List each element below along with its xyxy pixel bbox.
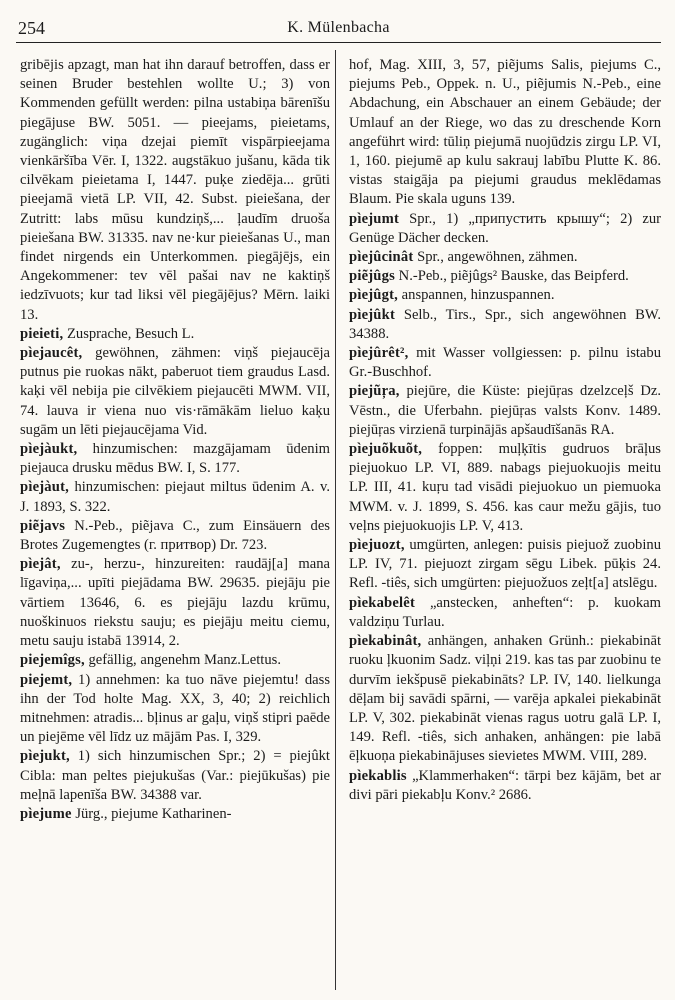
entry-piejumt: pìejumt Spr., 1) „припустить крышу“; 2) zur Genüge Dächer decken. xyxy=(349,210,661,246)
entry-piejume-cont: hof, Mag. XIII, 3, 57, piẽjums Salis, piejums C., piejums Peb., Oppek. n. U., piẽjumis N.-Peb., eine Abdachung, ein Abschauer an einem Gebäude; der Umlauf an der Riege, wo das zu dreschende Korn angeführt wird: tūliņ piejumā nuojūdzis zirgu LP. VI, 1, 160. piejumē ap kulu sakrauj labību Plutte K. 86. vistas staigāja pa piejumi graudus meklēdamas Blaum. Pie skala uguns 139. xyxy=(349,57,661,208)
entry-piejemigs: piejemîgs, gefällig, angenehm Manz.Lettus. xyxy=(20,652,281,669)
page-header xyxy=(16,18,661,43)
entry-piekabinat: pìekabinât, anhängen, anhaken Grünh.: piekabināt ruoku ļkuonim Sadz. viļņi 219. kas tas par zuobinu te durvīm iekšpusē piekabināts? LP. IV, 140. lielkunga dēļam bij savādi spārni, — varēja apkalei piekabināt LP. V, 302. piekabināt vienas ragus uotru galā LP. I, 149. Refl. -tiês, sich anhaken, anhängen: pie labā ēļkuoņa piekabinājuses sievietes MWM. VIII, 289. xyxy=(349,633,661,765)
entry-piejuozt: pìejuozt, umgürten, anlegen: puisis piejuož zuobinu LP. IV, 71. piejuozt zirgam sēgu Libek. pūķis 24. Refl. -tiês, sich umgürten: piejuožuos zeļt[a] atslēgu. xyxy=(349,537,661,592)
entry-piejugt: pìejûgt, anspannen, hinzuspannen. xyxy=(349,287,555,304)
entry-piejaut: pìejàut, hinzumischen: piejaut miltus ūdenim A. v. J. 1893, S. 322. xyxy=(20,479,330,515)
entry-piekablis: pìekablis „Klammerhaken“: tārpi bez kājām, bet ar divi pāri piekabļu Konv.² 2686. xyxy=(349,767,661,803)
entry-piejemt: piejemt, 1) annehmen: ka tuo nāve piejemtu! dass ihn der Tod holte Mag. XX, 3, 40; 2) reichlich mitnehmen: atradis... bļinus ar gaļu, viņš stipri paēde un piejēme vēl līdz uz mājām Pas. I, 329. xyxy=(20,671,330,746)
entry-gribejis: gribējis apzagt, man hat ihn darauf betroffen, dass er seinen Bruder bestehlen wollte U.; 3) von Kommenden gefüllt werden: pilna ustabiņa bārenīšu piegājuse BW. 5051. — pieejams, pieietams, zugänglich: viņa dzejai piemīt vispārpieejama vienkāršība Vēr. I, 1322. augstākuo jušanu, kāda tik cilvēkam pieietama I, 1447. puķe ziedēja... grūti pieejamā vietā LP. VII, 42. Subst. pieiešana, der Zutritt: labs mūsu kundziņš,... ļaudīm druoša pieiešana BW. 31335. nav ne·kur pieiešanas U., man findet nirgends ein Unterkommen. piegājējs, ein Angekommener: tev vēl pašai nav ne kaktiņš iedzīvuots; kur tad liksi vēl piegājējus? Mērn. laiki 13. xyxy=(20,57,330,323)
entry-piejuret: pìejûrêt², mit Wasser vollgiessen: p. pilnu istabu Gr.-Buschhof. xyxy=(349,345,661,381)
entry-piejukt-2: pìejûkt Selb., Tirs., Spr., sich angewöhnen BW. 34388. xyxy=(349,306,661,342)
entry-piekabelet: pìekabelêt „anstecken, anheften“: p. kuokam valdziņu Turlau. xyxy=(349,594,661,630)
entry-piejavs: piẽjavs N.-Peb., piẽjava C., zum Einsäuern des Brotes Zugemengtes (г. притвор) Dr. 723. xyxy=(20,517,330,554)
column-divider xyxy=(335,50,336,990)
right-column xyxy=(349,56,661,988)
entry-pieieti: pieieti, Zusprache, Besuch L. xyxy=(20,325,195,342)
entry-piejat: pìejât, zu-, herzu-, hinzureiten: raudāj[a] mana līgaviņa,... upīti piejādama BW. 29635. piejāju pie vārtiem 13646, 6. es piejāju lazdu krūmu, nuoškinuos riekstu sauju; es piejāju meitu ciemu, metu sauju istabā 13914, 2. xyxy=(20,556,330,650)
page-number: 254 xyxy=(18,18,45,38)
entry-piejaucet: pìejaucêt, gewöhnen, zähmen: viņš piejaucēja putnus pie ruokas nākt, paberuot tiem graudus Lasd. kaķi vēl nebija pie cilvēkiem piejaucēti MWM. VII, 74. lauva ir viena nuo vis·rāmākām lieluo kaķu sugām un lēti piejaucējama Vid. xyxy=(20,345,330,438)
left-column xyxy=(20,56,330,988)
running-title: K. Mülenbacha xyxy=(287,19,390,36)
entry-piejucinat: pìejûcinât Spr., angewöhnen, zähmen. xyxy=(349,249,578,266)
entry-piejugs: piẽjûgs N.-Peb., piẽjûgs² Bauske, das Beipferd. xyxy=(349,268,629,285)
entry-piejura: piejũŗa, piejūre, die Küste: piejūŗas dzelzceļš Dz. Vēstn., die Uferbahn. piejūŗas valsts Konv. 1489. piejūŗas virzienā turpinājās apšaudīšanās RA. xyxy=(349,383,661,438)
entry-piejuokuot: pìejuõkuõt, foppen: muļķītis gudruos brāļus piejuokuo LP. VI, 889. nabags piejuokuojis meitu LP. III, 41. kuŗu tad visādi piejuokuo un piemuoka MWM. v. J. 1899, S. 456. kas caur mežu gājis, tuo veļns piejuokuojis LP. V, 413. xyxy=(349,441,661,534)
entry-piejume: pìejume Jürg., piejume Katharinen- xyxy=(20,805,232,822)
entry-piejaukt: pìejàukt, hinzumischen: mazgājamam ūdenim piejauca drusku mēdus BW. I, S. 177. xyxy=(20,441,330,477)
entry-piejukt: pìejukt, 1) sich hinzumischen Spr.; 2) = piejûkt Cibla: man peltes piejukušas (Var.: piejūkušas) pie meļnā lapenīša BW. 34388 var. xyxy=(20,748,330,803)
